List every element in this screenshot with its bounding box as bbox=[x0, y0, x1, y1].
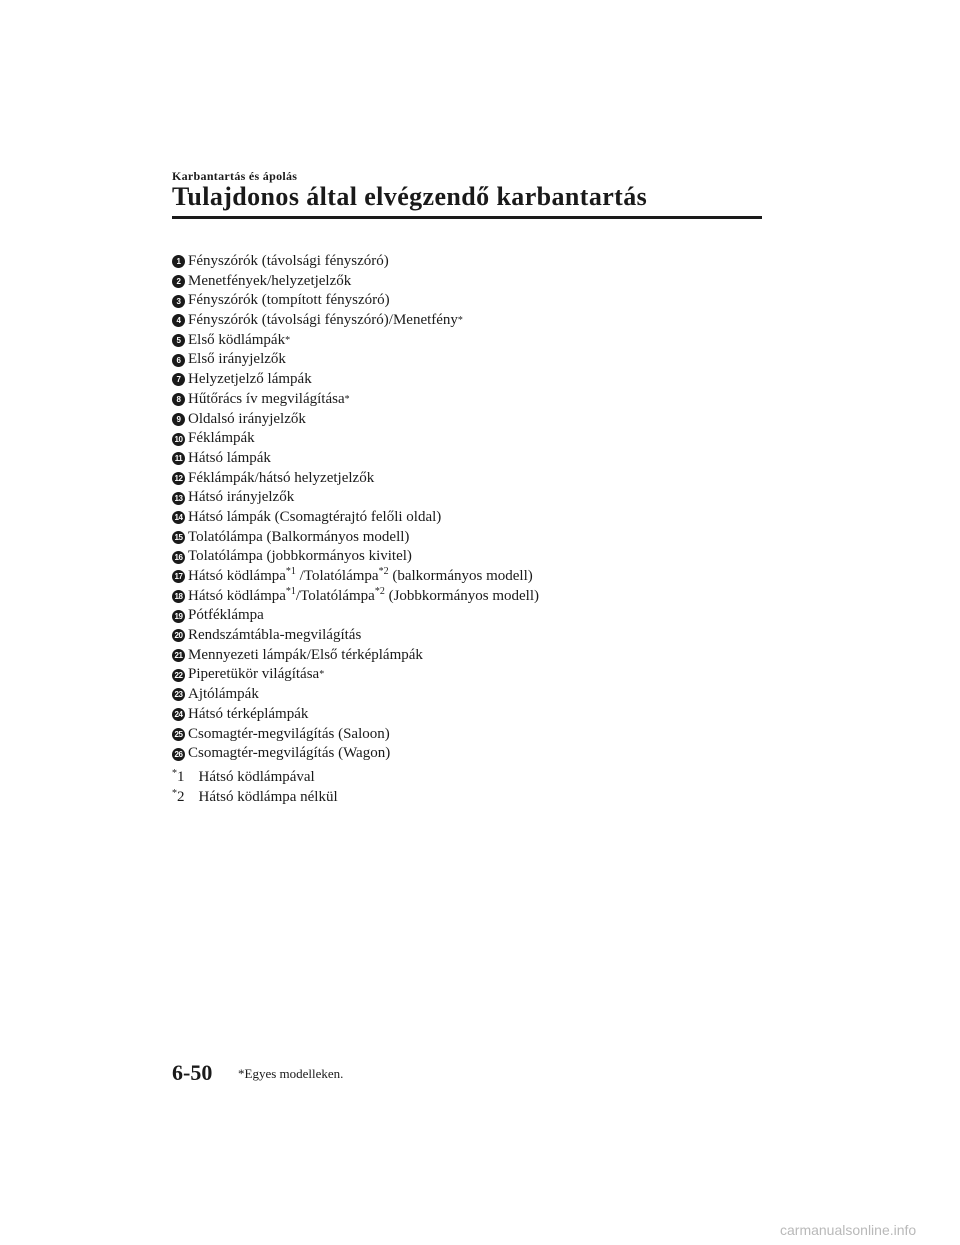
footnote bbox=[172, 784, 338, 804]
footnote-asterisk: * bbox=[172, 768, 177, 779]
item-text: Helyzetjelző lámpák bbox=[188, 371, 312, 388]
number-badge: 20 bbox=[172, 629, 185, 642]
number-badge: 19 bbox=[172, 610, 185, 623]
number-badge: 2 bbox=[172, 275, 185, 288]
list-item bbox=[172, 449, 539, 469]
number-badge: 24 bbox=[172, 708, 185, 721]
item-text: Rendszámtábla-megvilágítás bbox=[188, 627, 362, 644]
list-item bbox=[172, 252, 539, 272]
footnote-text: Hátsó ködlámpával bbox=[198, 769, 315, 785]
page-number: 6-50 bbox=[172, 1060, 213, 1085]
item-text: Első ködlámpák bbox=[188, 331, 286, 348]
number-badge: 7 bbox=[172, 373, 185, 386]
footnote-number: 1 bbox=[177, 769, 185, 785]
number-badge: 12 bbox=[172, 472, 185, 485]
number-badge: 22 bbox=[172, 669, 185, 682]
item-text: Hátsó ködlámpa$^{*1}$ /Tolatólámpa$^{*2}$ (balkormányos modell) bbox=[188, 566, 533, 584]
watermark: carmanualsonline.info bbox=[780, 1222, 917, 1238]
lamp-list bbox=[172, 252, 539, 764]
list-item bbox=[172, 626, 539, 646]
number-badge: 4 bbox=[172, 314, 185, 327]
footnote-text: Hátsó ködlámpa nélkül bbox=[198, 788, 338, 805]
item-text: Hátsó lámpák bbox=[188, 449, 271, 466]
item-text: Menetfények/helyzetjelzők bbox=[188, 272, 352, 289]
list-item bbox=[172, 488, 539, 508]
footer-note: *Egyes modelleken. bbox=[238, 1066, 344, 1081]
list-item bbox=[172, 567, 539, 587]
item-text: Első irányjelzők bbox=[188, 351, 286, 368]
list-item bbox=[172, 410, 539, 430]
footnote-list bbox=[172, 764, 338, 803]
number-badge: 15 bbox=[172, 531, 185, 544]
list-item: 8 Hűtőrács ív megvilágítása * bbox=[172, 390, 539, 410]
number-badge: 13 bbox=[172, 492, 185, 505]
item-text: Oldalsó irányjelzők bbox=[188, 410, 306, 427]
number-badge: 8 bbox=[172, 393, 185, 406]
item-text: Pótféklámpa bbox=[188, 607, 264, 624]
list-item bbox=[172, 370, 539, 390]
number-badge: 26 bbox=[172, 748, 185, 761]
list-item bbox=[172, 725, 539, 745]
item-text: Fényszórók (távolsági fényszóró)/Menetfény bbox=[188, 312, 458, 329]
list-item bbox=[172, 429, 539, 449]
list-item bbox=[172, 587, 539, 607]
number-badge: 1 bbox=[172, 255, 185, 268]
item-text: Féklámpák bbox=[188, 430, 255, 447]
number-badge: 3 bbox=[172, 295, 185, 308]
list-item bbox=[172, 685, 539, 705]
number-badge: 10 bbox=[172, 433, 185, 446]
page-title: Tulajdonos által elvégzendő karbantartás bbox=[172, 182, 648, 211]
footnote-mark: *1 bbox=[285, 566, 296, 577]
item-text: Fényszórók (tompított fényszóró) bbox=[188, 292, 390, 309]
footnote-mark: *2 bbox=[374, 585, 385, 597]
number-badge: 17 bbox=[172, 570, 185, 583]
number-badge: 18 bbox=[172, 590, 185, 603]
item-text: Tolatólámpa (jobbkormányos kivitel) bbox=[188, 548, 412, 565]
section-label: Karbantartás és ápolás bbox=[172, 169, 298, 183]
number-badge: 6 bbox=[172, 354, 185, 367]
footnote-number: 2 bbox=[177, 788, 185, 805]
list-item bbox=[172, 705, 539, 725]
list-item bbox=[172, 291, 539, 311]
item-text: Hátsó lámpák (Csomagtérajtó felőli oldal) bbox=[188, 508, 442, 525]
title-rule bbox=[172, 216, 762, 219]
list-item bbox=[172, 547, 539, 567]
list-item bbox=[172, 272, 539, 292]
item-text: Hátsó ködlámpa$^{*1}$/Tolatólámpa$^{*2}$ (Jobbkormányos modell) bbox=[188, 585, 539, 604]
item-text: Fényszórók (távolsági fényszóró) bbox=[188, 253, 389, 269]
number-badge: 16 bbox=[172, 551, 185, 564]
item-text: Csomagtér-megvilágítás (Wagon) bbox=[188, 745, 391, 762]
item-text: Piperetükör világítása bbox=[188, 666, 320, 683]
list-item bbox=[172, 469, 539, 489]
number-badge: 5 bbox=[172, 334, 185, 347]
footnote-mark: *1 bbox=[285, 585, 296, 597]
list-item bbox=[172, 508, 539, 528]
footnote-asterisk: * bbox=[172, 787, 177, 799]
item-text: Hátsó térképlámpák bbox=[188, 705, 309, 722]
footnote-mark: *2 bbox=[378, 566, 389, 577]
list-item bbox=[172, 606, 539, 626]
item-text: Csomagtér-megvilágítás (Saloon) bbox=[188, 725, 390, 742]
item-text: Ajtólámpák bbox=[188, 686, 259, 703]
item-text: Féklámpák/hátsó helyzetjelzők bbox=[188, 469, 375, 486]
footnote bbox=[172, 764, 338, 784]
number-badge: 11 bbox=[172, 452, 185, 465]
number-badge: 25 bbox=[172, 728, 185, 741]
list-item: 4 Fényszórók (távolsági fényszóró)/Menetfény * bbox=[172, 311, 539, 331]
list-item bbox=[172, 744, 539, 764]
number-badge: 23 bbox=[172, 688, 185, 701]
number-badge: 9 bbox=[172, 413, 185, 426]
list-item: 22 Piperetükör világítása * bbox=[172, 665, 539, 685]
number-badge: 14 bbox=[172, 511, 185, 524]
item-text: Hűtőrács ív megvilágítása bbox=[188, 390, 345, 407]
number-badge: 21 bbox=[172, 649, 185, 662]
list-item bbox=[172, 528, 539, 548]
list-item bbox=[172, 646, 539, 666]
item-text: Hátsó irányjelzők bbox=[188, 489, 295, 506]
list-item bbox=[172, 350, 539, 370]
item-text: Mennyezeti lámpák/Első térképlámpák bbox=[188, 646, 423, 663]
list-item: 5 Első ködlámpák * bbox=[172, 331, 539, 351]
item-text: Tolatólámpa (Balkormányos modell) bbox=[188, 528, 410, 545]
